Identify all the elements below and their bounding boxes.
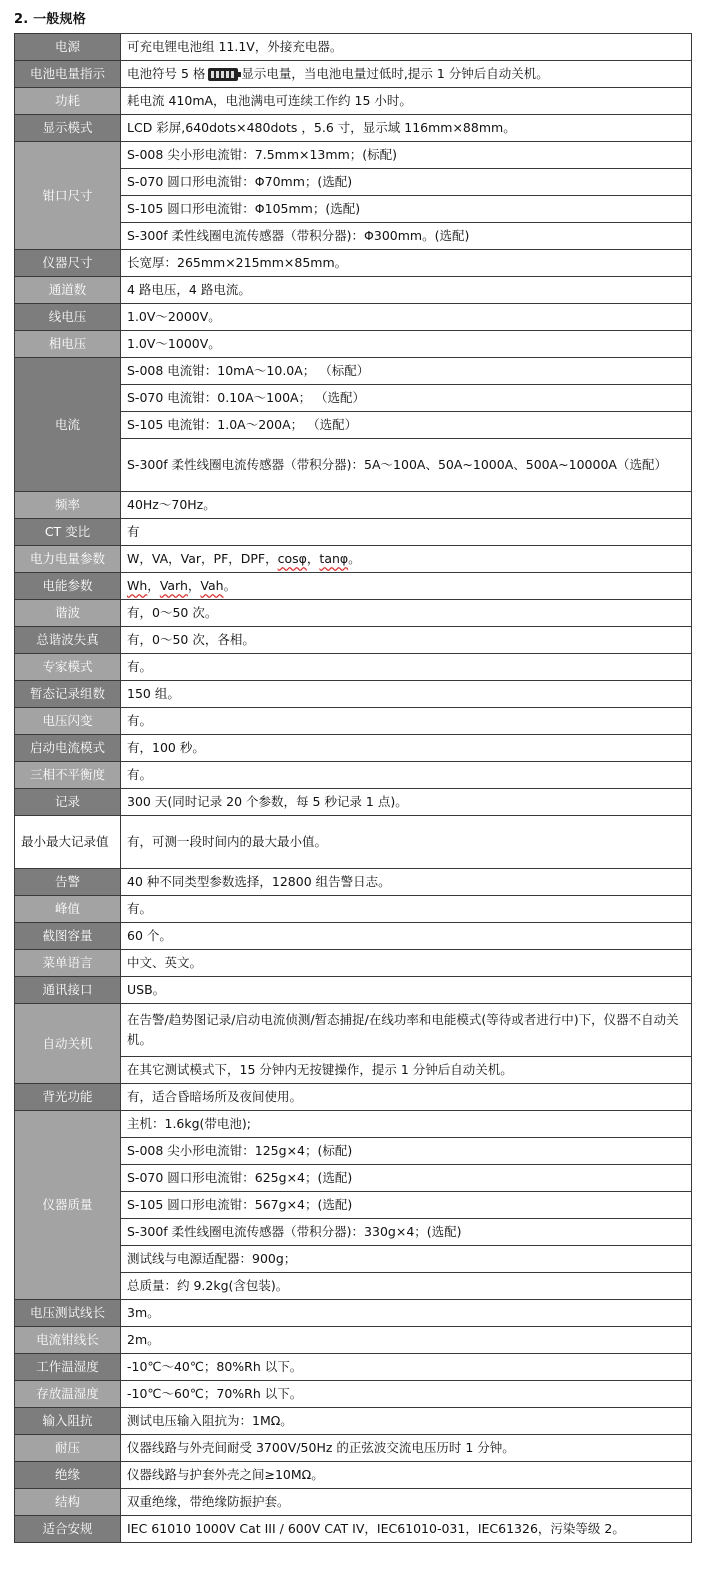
value-text: 。: [223, 578, 237, 593]
row-value: S-300f 柔性线圈电流传感器（带积分器)：5A～100A、50A~1000A、500A~10000A（选配）: [121, 439, 692, 492]
row-label: 总谐波失真: [15, 627, 121, 654]
table-row: [15, 627, 692, 654]
table-row: [15, 492, 692, 519]
row-label: 电源: [15, 34, 121, 61]
table-row: [15, 789, 692, 816]
table-row: [15, 88, 692, 115]
row-value: S-105 电流钳：1.0A～200A； （选配）: [121, 412, 692, 439]
row-label: 频率: [15, 492, 121, 519]
row-value: 有: [121, 519, 692, 546]
table-row: [15, 277, 692, 304]
row-label: 电压闪变: [15, 708, 121, 735]
row-value: 测试电压输入阻抗为：1MΩ。: [121, 1408, 692, 1435]
row-value: LCD 彩屏,640dots×480dots ，5.6 寸，显示域 116mm×88mm。: [121, 115, 692, 142]
table-row: [15, 923, 692, 950]
row-value: S-070 圆口形电流钳：Φ70mm；(选配): [121, 169, 692, 196]
row-label: 电力电量参数: [15, 546, 121, 573]
row-label: 仪器尺寸: [15, 250, 121, 277]
row-value: S-300f 柔性线圈电流传感器（带积分器)：Φ300mm。(选配): [121, 223, 692, 250]
row-value: 长宽厚：265mm×215mm×85mm。: [121, 250, 692, 277]
value-text: 电池符号 5 格: [127, 66, 206, 81]
row-label: 功耗: [15, 88, 121, 115]
row-label: 工作温湿度: [15, 1354, 121, 1381]
row-value: USB。: [121, 977, 692, 1004]
row-label: 输入阻抗: [15, 1408, 121, 1435]
value-text: Vah: [200, 578, 224, 593]
value-text: Wh: [127, 578, 148, 593]
table-row: [15, 142, 692, 169]
table-row: [15, 1111, 692, 1138]
row-value: S-008 尖小形电流钳：7.5mm×13mm；(标配): [121, 142, 692, 169]
row-value: 双重绝缘，带绝缘防振护套。: [121, 1489, 692, 1516]
table-row: [15, 331, 692, 358]
row-value: 1.0V～2000V。: [121, 304, 692, 331]
row-value: 40Hz～70Hz。: [121, 492, 692, 519]
table-row: [15, 1489, 692, 1516]
row-label: 电流钳线长: [15, 1327, 121, 1354]
row-label: 线电压: [15, 304, 121, 331]
row-value: 有，0～50 次。: [121, 600, 692, 627]
table-row: [15, 546, 692, 573]
row-value: 总质量：约 9.2kg(含包装)。: [121, 1273, 692, 1300]
table-row: [15, 115, 692, 142]
row-label: 最小最大记录值: [15, 816, 121, 869]
row-value: S-105 圆口形电流钳：Φ105mm；(选配): [121, 196, 692, 223]
row-value: 2m。: [121, 1327, 692, 1354]
row-value: 可充电锂电池组 11.1V，外接充电器。: [121, 34, 692, 61]
table-row: [15, 735, 692, 762]
row-value: [121, 573, 692, 600]
row-label: 背光功能: [15, 1084, 121, 1111]
row-value: S-008 电流钳：10mA～10.0A； （标配）: [121, 358, 692, 385]
table-row: [15, 34, 692, 61]
row-label: 存放温湿度: [15, 1381, 121, 1408]
spec-table: [14, 33, 692, 1543]
table-row: [15, 358, 692, 385]
value-text: ，: [187, 578, 201, 593]
row-value: [121, 546, 692, 573]
row-label: 钳口尺寸: [15, 142, 121, 250]
table-row: [15, 762, 692, 789]
row-value: -10℃～40℃；80%Rh 以下。: [121, 1354, 692, 1381]
table-row: [15, 1004, 692, 1057]
value-text: cosφ: [277, 551, 307, 566]
table-row: [15, 600, 692, 627]
row-value: 耗电流 410mA，电池满电可连续工作约 15 小时。: [121, 88, 692, 115]
value-text: W，VA，Var，PF，DPF，: [127, 551, 278, 566]
row-label: 电池电量指示: [15, 61, 121, 88]
row-label: 自动关机: [15, 1004, 121, 1084]
row-label: 绝缘: [15, 1462, 121, 1489]
row-label: 记录: [15, 789, 121, 816]
row-value: 3m。: [121, 1300, 692, 1327]
row-value: 150 组。: [121, 681, 692, 708]
row-label: 电能参数: [15, 573, 121, 600]
row-value: 有，0～50 次，各相。: [121, 627, 692, 654]
row-label: 耐压: [15, 1435, 121, 1462]
table-row: [15, 869, 692, 896]
row-value: 有。: [121, 896, 692, 923]
value-text: 显示电量，当电池电量过低时,提示 1 分钟后自动关机。: [241, 66, 549, 81]
row-label: 启动电流模式: [15, 735, 121, 762]
row-value: 1.0V～1000V。: [121, 331, 692, 358]
row-value: 60 个。: [121, 923, 692, 950]
row-value: 中文、英文。: [121, 950, 692, 977]
value-text: ，: [306, 551, 320, 566]
row-label: 适合安规: [15, 1516, 121, 1543]
row-value: 在告警/趋势图记录/启动电流侦测/暂态捕捉/在线功率和电能模式(等待或者进行中)下，仪器不自动关机。: [121, 1004, 692, 1057]
section-heading: 2. 一般规格: [14, 12, 86, 27]
row-value: 主机：1.6kg(带电池);: [121, 1111, 692, 1138]
row-label: 峰值: [15, 896, 121, 923]
row-label: CT 变比: [15, 519, 121, 546]
table-row: [15, 1435, 692, 1462]
row-label: 通道数: [15, 277, 121, 304]
row-label: 截图容量: [15, 923, 121, 950]
table-row: [15, 304, 692, 331]
row-label: 显示模式: [15, 115, 121, 142]
table-row: [15, 1408, 692, 1435]
row-value: 仪器线路与外壳间耐受 3700V/50Hz 的正弦波交流电压历时 1 分钟。: [121, 1435, 692, 1462]
row-label: 暂态记录组数: [15, 681, 121, 708]
table-row: [15, 1354, 692, 1381]
value-text: ，: [147, 578, 160, 593]
row-label: 电流: [15, 358, 121, 492]
row-value: -10℃～60℃；70%Rh 以下。: [121, 1381, 692, 1408]
row-label: 菜单语言: [15, 950, 121, 977]
table-row: [15, 816, 692, 869]
row-value: S-008 尖小形电流钳：125g×4；(标配): [121, 1138, 692, 1165]
row-label: 电压测试线长: [15, 1300, 121, 1327]
row-value: S-105 圆口形电流钳：567g×4；(选配): [121, 1192, 692, 1219]
table-row: [15, 1084, 692, 1111]
row-value: S-300f 柔性线圈电流传感器（带积分器)：330g×4；(选配): [121, 1219, 692, 1246]
row-value: S-070 电流钳：0.10A～100A； （选配）: [121, 385, 692, 412]
table-row: [15, 250, 692, 277]
table-row: [15, 950, 692, 977]
row-value: 4 路电压，4 路电流。: [121, 277, 692, 304]
row-label: 仪器质量: [15, 1111, 121, 1300]
row-label: 三相不平衡度: [15, 762, 121, 789]
row-value: 有，100 秒。: [121, 735, 692, 762]
table-row: [15, 896, 692, 923]
table-row: [15, 61, 692, 88]
row-label: 谐波: [15, 600, 121, 627]
table-row: [15, 573, 692, 600]
row-value: 300 天(同时记录 20 个参数，每 5 秒记录 1 点)。: [121, 789, 692, 816]
table-row: [15, 1300, 692, 1327]
table-row: [15, 681, 692, 708]
row-value: S-070 圆口形电流钳：625g×4；(选配): [121, 1165, 692, 1192]
row-label: 相电压: [15, 331, 121, 358]
table-row: [15, 1462, 692, 1489]
row-value: 在其它测试模式下，15 分钟内无按键操作，提示 1 分钟后自动关机。: [121, 1057, 692, 1084]
table-row: [15, 1327, 692, 1354]
row-label: 专家模式: [15, 654, 121, 681]
table-row: [15, 1381, 692, 1408]
row-value: IEC 61010 1000V Cat III / 600V CAT IV，IEC61010-031，IEC61326，污染等级 2。: [121, 1516, 692, 1543]
row-value: 有。: [121, 708, 692, 735]
row-value: 仪器线路与护套外壳之间≥10MΩ。: [121, 1462, 692, 1489]
table-row: [15, 519, 692, 546]
table-row: [15, 977, 692, 1004]
value-text: 。: [348, 551, 361, 566]
table-row: [15, 708, 692, 735]
row-value: 有，可测一段时间内的最大最小值。: [121, 816, 692, 869]
row-label: 通讯接口: [15, 977, 121, 1004]
battery-icon: [208, 68, 238, 81]
row-value: [121, 61, 692, 88]
row-value: 40 种不同类型参数选择，12800 组告警日志。: [121, 869, 692, 896]
row-value: 有，适合昏暗场所及夜间使用。: [121, 1084, 692, 1111]
row-value: 测试线与电源适配器：900g；: [121, 1246, 692, 1273]
value-text: tanφ: [319, 551, 349, 566]
row-value: 有。: [121, 654, 692, 681]
table-row: [15, 654, 692, 681]
table-row: [15, 1516, 692, 1543]
row-label: 告警: [15, 869, 121, 896]
row-value: 有。: [121, 762, 692, 789]
value-text: Varh: [159, 578, 188, 593]
row-label: 结构: [15, 1489, 121, 1516]
